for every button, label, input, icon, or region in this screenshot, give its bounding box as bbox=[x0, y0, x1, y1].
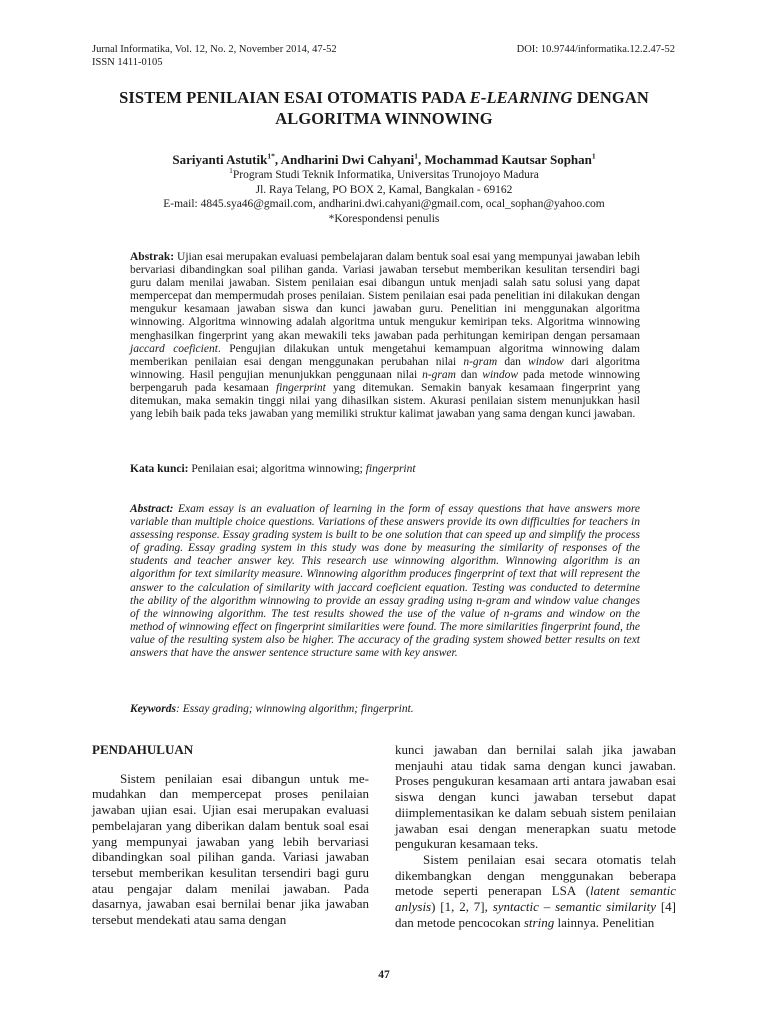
abstrak-text: yang ditemukan. Semakin banyak kesamaan fingerprint yang ditemukan, maka semakin tinggi nilai yang dihasilkan sistem. Akurasi penilaian sistem menunjukkan hasil yang lebih baik pada teks jawaban yang memiliki struktur kalimat jawaban yang sama dengan kunci jawaban. bbox=[130, 381, 640, 421]
abstrak-label: Abstrak: bbox=[130, 251, 175, 263]
right-column bbox=[395, 742, 676, 930]
author-sup: 1 bbox=[591, 151, 596, 161]
abstrak-text: Ujian esai merupakan evaluasi pembelajaran dalam bentuk soal esai yang mempunyai jawaban lebih bervariasi dibandingkan soal pilihan ganda. Variasi jawaban tersebut memberikan kesulitan tersendiri bagi guru dalam menilai jawaban. Sistem penilaian esai dibangun untuk menjadi salah satu solusi yang dapat mempercepat dan mempermudah proses penilaian. Sistem penilaian esai pada penelitian ini dilakukan dengan mengukur kesamaan jawaban siswa dan kunci jawaban guru. Penelitian ini menggunakan algoritma winnowing. Algoritma winnowing adalah algoritma untuk mengukur kemiripan teks. Algoritma winnowing menghasilkan fingerprint yang akan mewakili teks jawaban pada perhitungan kemiripan dengan persamaan bbox=[130, 251, 640, 342]
kata-kunci-label: Kata kunci: bbox=[130, 463, 189, 475]
author-name: , Andharini Dwi Cahyani bbox=[274, 152, 415, 167]
doi: DOI: 10.9744/informatika.12.2.47-52 bbox=[516, 44, 675, 55]
issn: ISSN 1411-0105 bbox=[92, 57, 163, 68]
abstract-label: Abstract: bbox=[130, 503, 174, 515]
body-text: [4] dan metode pencocokan bbox=[395, 899, 676, 930]
abstrak-term: jaccard coeficient bbox=[130, 342, 218, 355]
title-text: DENGAN bbox=[572, 88, 649, 107]
keywords bbox=[130, 703, 640, 715]
kata-kunci-text: Penilaian esai; algoritma winnowing; bbox=[188, 463, 366, 475]
abstrak-text: pada metode winnowing berpengaruh pada kesamaan bbox=[130, 368, 640, 394]
body-paragraph: kunci jawaban dan bernilai salah jika jawaban menjauhi atau tidak sama dengan kunci jawaban. Proses pengukuran kesamaan arti antara jawaban esai siswa dengan kunci jawaban tersebut dapat diimplementasikan ke dalam sebuah sistem penilaian jawaban esai dengan menerapkan suatu metode pengukuran kesamaan teks. bbox=[395, 742, 676, 852]
keywords-label: Keywords bbox=[130, 703, 176, 715]
affiliation-email: E-mail: 4845.sya46@gmail.com, andharini.dwi.cahyani@gmail.com, ocal_sophan@yahoo.com bbox=[163, 198, 605, 210]
abstrak-text: . Pengujian dilakukan untuk mengetahui kemampuan algoritma winnowing dalam memberikan penilaian esai dengan menggunakan perubahan nilai bbox=[130, 342, 640, 368]
title-italic: E-LEARNING bbox=[469, 88, 573, 107]
keywords-text: : Essay grading; winnowing algorithm; fingerprint. bbox=[176, 703, 414, 715]
title-text: SISTEM PENILAIAN ESAI OTOMATIS PADA bbox=[119, 88, 470, 107]
abstract-paragraph bbox=[130, 503, 640, 660]
body-term: latent semantic anlysis bbox=[395, 883, 676, 915]
paper-title bbox=[60, 87, 708, 129]
abstrak-text: dan bbox=[455, 368, 483, 381]
body-term: syntactic – semantic similarity bbox=[492, 899, 656, 915]
body-paragraph bbox=[395, 852, 676, 931]
abstrak-paragraph bbox=[130, 251, 640, 421]
body-term: string bbox=[523, 914, 555, 930]
correspondence-note: *Korespondensi penulis bbox=[328, 212, 440, 225]
page-number: 47 bbox=[378, 969, 390, 981]
body-paragraph: Sistem penilaian esai dibangun untuk me-mudahkan dan mempercepat proses penilaian jawaban ujian esai. Ujian esai merupakan evaluasi pembelajaran yang diberikan dalam bentuk soal esai yang mempunyai jawaban yang lebih bervariasi dibandingkan soal pilihan ganda. Variasi jawaban tersebut memberikan kesulitan tersendiri bagi guru atau pengajar dalam menilai jawaban. Pada dasarnya, jawaban esai bernilai benar jika jawaban tersebut mendekati atau sama dengan bbox=[92, 770, 369, 928]
author-list bbox=[60, 152, 708, 168]
abstrak-text: dan bbox=[497, 355, 529, 368]
abstrak-term: fingerprint bbox=[275, 381, 326, 394]
body-text: lainnya. Penelitian bbox=[554, 914, 655, 930]
author-name: , Mochammad Kautsar Sophan bbox=[418, 152, 592, 167]
author-sup: 1* bbox=[267, 151, 275, 161]
affiliation-sup: 1 bbox=[229, 166, 233, 176]
kata-kunci-italic: fingerprint bbox=[365, 463, 416, 475]
section-heading: PENDAHULUAN bbox=[92, 742, 194, 757]
author-name: Sariyanti Astutik bbox=[172, 152, 268, 167]
affiliation-program: Program Studi Teknik Informatika, Universitas Trunojoyo Madura bbox=[232, 169, 539, 181]
body-text: Sistem penilaian esai secara otomatis telah dikembangkan dengan menggunakan beberapa metode seperti penerapan LSA ( bbox=[395, 851, 676, 899]
journal-header bbox=[92, 43, 337, 69]
abstract-text: Exam essay is an evaluation of learning in the form of essay questions that have answers more variable than multiple choice questions. Variations of these answers provide its own difficulties for teachers in assessing response. Essay grading system is built to be one solution that can speed up and simplify the process of grading. Essay grading system in this study was done by measuring the similarity of responses of the students and teacher answer key. This research use winnowing algorithm. Winnowing algorithm is an algorithm for text similarity measure. Winnowing algorithm produces fingerprint of text that will represent the answer to the calculation of similarity with jaccard coeficient equation. Testing was conducted to determine the ability of the algorithm winnowing to provide an essay grading using n-gram and window value changes of the winnowing algorithm. The test results showed the use of the value of n-grams and window on the method of winnowing effect on fingerprint similarities were found. The more similarities fingerprint found, the value of the resulting system also be higher. The accuracy of the grading system showed better results on text answers that have the answer sentence structure same with key answer. bbox=[130, 503, 640, 660]
journal-citation: Jurnal Informatika, Vol. 12, No. 2, November 2014, 47-52 bbox=[92, 44, 337, 55]
body-text: ) [1, 2, 7], bbox=[431, 899, 493, 915]
abstrak-term: window bbox=[528, 355, 564, 368]
affiliation-address: Jl. Raya Telang, PO BOX 2, Kamal, Bangkalan - 69162 bbox=[255, 183, 513, 196]
author-sup: 1 bbox=[414, 151, 419, 161]
abstrak-term: window bbox=[482, 368, 519, 381]
left-column bbox=[92, 742, 369, 928]
affiliation bbox=[60, 168, 708, 226]
abstrak-text: dari algoritma winnowing. Hasil pengujian menunjukkan penggunaan nilai bbox=[130, 355, 640, 381]
abstrak-term: n-gram bbox=[463, 355, 498, 368]
title-line-2: ALGORITMA WINNOWING bbox=[275, 109, 493, 128]
kata-kunci bbox=[130, 463, 640, 475]
abstrak-term: n-gram bbox=[422, 368, 456, 381]
